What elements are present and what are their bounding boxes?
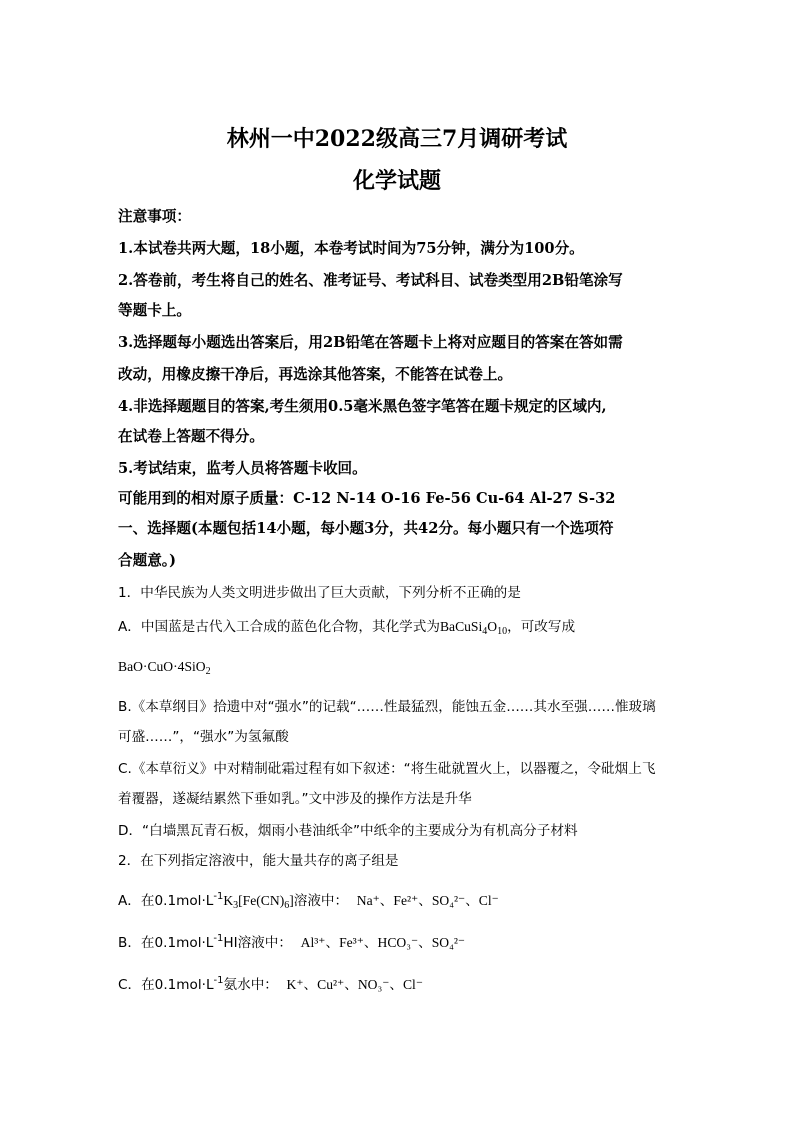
notice-item-4: 4.非选择题题目的答案,考生须用0.5毫米黑色签字笔答在题卡规定的区域内, xyxy=(118,398,607,415)
ion-list-b: Al³⁺、Fe³⁺、HCO₃⁻、SO₄²⁻ xyxy=(300,935,466,950)
question-2-option-b: B．在$0.1mol\cdot L^{-1}HI$溶液中： Al³⁺、Fe³⁺、HCO₃⁻、SO₄²⁻ xyxy=(118,933,466,951)
question-2-option-c: C．在$0.1mol\cdot L^{-1}$氨水中： K⁺、Cu²⁺、NO₃⁻、Cl⁻ xyxy=(118,975,424,993)
question-2-stem: 2．在下列指定溶液中，能大量共存的离子组是 xyxy=(118,853,399,869)
notice-item-3: 3.选择题每小题选出答案后，用2B铅笔在答题卡上将对应题目的答案在答如需 xyxy=(118,334,623,351)
notice-item-4-cont: 在试卷上答题不得分。 xyxy=(118,428,264,445)
notice-item-1: 1.本试卷共两大题，18小题，本卷考试时间为75分钟，满分为100分。 xyxy=(118,240,584,257)
notice-item-5: 5.考试结束，监考人员将答题卡收回。 xyxy=(118,460,367,477)
notice-item-2: 2.答卷前，考生将自己的姓名、准考证号、考试科目、试卷类型用2B铅笔涂写 xyxy=(118,272,623,289)
exam-subject: 化学试题 xyxy=(352,168,441,194)
option-a-text: A．中国蓝是古代入工合成的蓝色化合物，其化学式为 xyxy=(118,619,440,635)
section-heading: 一、选择题(本题包括14小题，每小题3分，共42分。每小题只有一个选项符 xyxy=(118,520,614,537)
notice-heading: 注意事项： xyxy=(118,208,191,225)
notice-item-3-cont: 改动，用橡皮擦干净后，再选涂其他答案，不能答在试卷上。 xyxy=(118,366,513,383)
question-1-option-b-cont: 可盛……”，“强水”为氢氟酸 xyxy=(118,729,289,745)
notice-item-2-cont: 等题卡上。 xyxy=(118,302,191,319)
question-1-option-b: B.《本草纲目》拾遗中对“强水”的记载“……性最猛烈，能蚀五金……其水至强……惟玻璃 xyxy=(118,699,656,715)
question-1-option-c-cont: 着覆器，遂凝结累然下垂如乳。”文中涉及的操作方法是升华 xyxy=(118,791,472,807)
question-2-option-a: A．在$0.1mol\cdot L^{-1}K_3[Fe(CN)_6]$溶液中： Na⁺、Fe²⁺、SO₄²⁻、Cl⁻ xyxy=(118,891,499,911)
exam-title: 林州一中2022级高三7月调研考试 xyxy=(226,126,568,152)
question-1-option-d: D．“白墙黑瓦青石板，烟雨小巷油纸伞”中纸伞的主要成分为有机高分子材料 xyxy=(118,823,578,839)
section-heading-cont: 合题意。) xyxy=(118,552,176,569)
question-1-option-a-formula: BaO·CuO·4SiO$_2$ xyxy=(118,659,211,677)
question-1-option-a: A．中国蓝是古代入工合成的蓝色化合物，其化学式为$BaCuSi_4O_{10}$，可改写成 xyxy=(118,619,576,637)
formula-potassium-ferricyanide: $K_3[Fe(CN)_6]$ xyxy=(223,893,294,911)
question-1-option-c: C.《本草衍义》中对精制砒霜过程有如下叙述：“将生砒就置火上，以器覆之，令砒烟上飞 xyxy=(118,761,656,777)
question-1-stem: 1．中华民族为人类文明进步做出了巨大贡献，下列分析不正确的是 xyxy=(118,585,521,601)
atomic-masses: 可能用到的相对原子质量：C-12 N-14 O-16 Fe-56 Cu-64 Al-27 S-32 xyxy=(118,490,616,507)
formula-chinese-blue: $BaCuSi_4O_{10}$ xyxy=(439,619,508,637)
ion-list-a: Na⁺、Fe²⁺、SO₄²⁻、Cl⁻ xyxy=(356,893,499,908)
ion-list-c: K⁺、Cu²⁺、NO₃⁻、Cl⁻ xyxy=(286,977,424,992)
